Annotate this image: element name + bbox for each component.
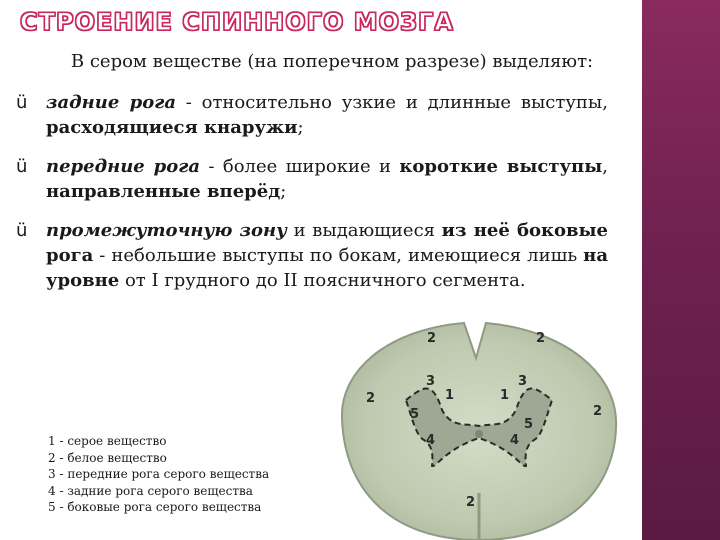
- bullet-bold: на уровне: [46, 245, 608, 291]
- slide-title: СТРОЕНИЕ СПИННОГО МОЗГА: [20, 8, 454, 36]
- fig-label-5: 5: [410, 407, 420, 422]
- bullet-text: ,: [602, 156, 608, 177]
- term-posterior-horns: задние рога: [46, 92, 177, 113]
- bullet-intermediate-zone: [12, 218, 608, 293]
- fig-label-5: 5: [524, 417, 534, 432]
- bullet-bold: расходящиеся кнаружи: [46, 117, 298, 138]
- bullet-bold: короткие выступы: [399, 156, 603, 177]
- fig-label-1: 1: [500, 388, 510, 403]
- bullet-list: [12, 90, 608, 307]
- bullet-text: от I грудного до II поясничного сегмента.: [119, 270, 526, 291]
- check-icon: ü: [16, 156, 28, 177]
- check-icon: ü: [16, 220, 28, 241]
- bullet-text: - относительно узкие и длинные выступы,: [176, 92, 608, 113]
- legend-item: 3 - передние рога серого вещества: [48, 467, 270, 481]
- decorative-sidebar: [642, 0, 720, 540]
- intro-text: В сером веществе (на поперечном разрезе) выделяют:: [70, 51, 594, 72]
- bullet-text: ;: [297, 117, 304, 138]
- fig-label-1: 1: [445, 388, 455, 403]
- legend-item: 5 - боковые рога серого вещества: [48, 500, 262, 514]
- fig-label-3: 3: [518, 374, 528, 389]
- term-anterior-horns: передние рога: [46, 156, 201, 177]
- bullet-text: ;: [280, 181, 287, 202]
- bullet-anterior-horns: [12, 154, 608, 204]
- central-canal: [475, 430, 483, 438]
- bullet-text: и выдающиеся: [286, 220, 442, 241]
- legend-item: 4 - задние рога серого вещества: [48, 483, 253, 498]
- fig-label-2: 2: [593, 404, 603, 419]
- fig-label-3: 3: [426, 374, 436, 389]
- check-icon: ü: [16, 92, 28, 113]
- fig-label-4: 4: [426, 433, 436, 448]
- figure-legend: [48, 433, 298, 516]
- bullet-text: - более широкие и: [200, 156, 400, 177]
- bullet-bold: из неё боковые рога: [46, 220, 608, 266]
- legend-item: 1 - серое вещество: [48, 434, 167, 448]
- term-intermediate-zone: промежуточную зону: [46, 220, 287, 241]
- fig-label-2: 2: [366, 391, 376, 406]
- fig-label-2: 2: [427, 331, 437, 346]
- fig-label-2: 2: [536, 331, 546, 346]
- bullet-bold: направленные вперёд: [46, 181, 281, 202]
- spinal-cord-cross-section: [314, 318, 644, 540]
- legend-item: 2 - белое вещество: [48, 450, 167, 465]
- fig-label-2: 2: [466, 495, 476, 510]
- fig-label-4: 4: [510, 433, 520, 448]
- bullet-posterior-horns: [12, 90, 608, 140]
- bullet-text: - небольшие выступы по бокам, имеющиеся лишь: [93, 245, 584, 266]
